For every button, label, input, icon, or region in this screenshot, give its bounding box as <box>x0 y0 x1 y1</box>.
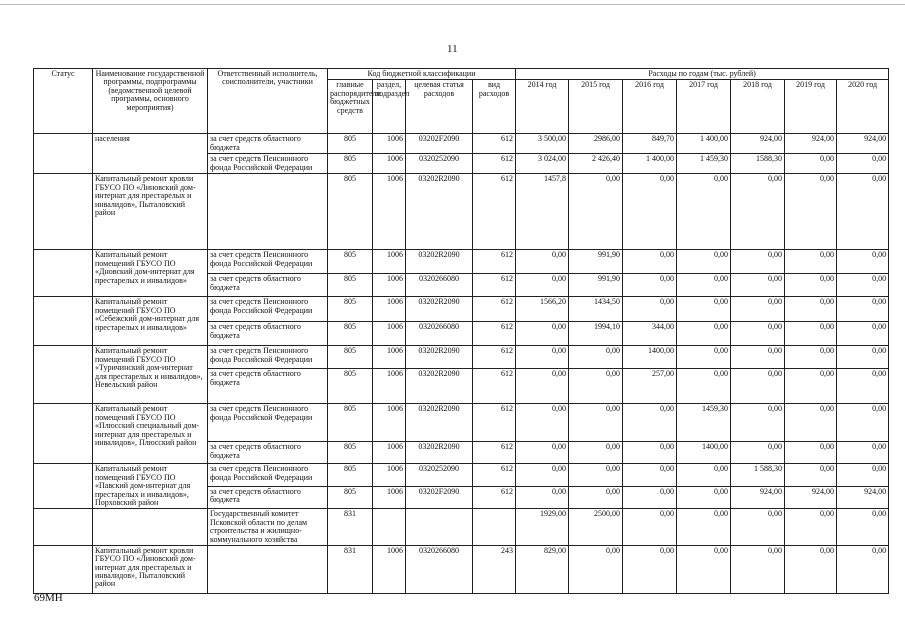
value-cell: 0,00 <box>785 274 837 297</box>
section-cell: 1006 <box>373 346 406 369</box>
value-cell: 0,00 <box>623 464 677 486</box>
value-cell: 0,00 <box>731 174 785 250</box>
value-cell: 924,00 <box>837 486 889 508</box>
grbs-cell: 805 <box>328 404 373 442</box>
value-cell: 0,00 <box>677 174 731 250</box>
value-cell: 0,00 <box>837 322 889 346</box>
value-cell: 0,00 <box>677 346 731 369</box>
value-cell: 0,00 <box>731 322 785 346</box>
value-cell: 1566,20 <box>516 297 569 322</box>
value-cell: 1400,00 <box>623 346 677 369</box>
program-name-cell: Капитальный ремонт помещений ГБУСО ПО «Себежский дом-интернат для престарелых и инвалидов» <box>93 297 208 346</box>
type-cell: 612 <box>473 297 516 322</box>
type-cell: 612 <box>473 346 516 369</box>
program-name-cell: Капитальный ремонт помещений ГБУСО ПО «Туричинский дом-интернат для престарелых и инвалидов», Невельский район <box>93 346 208 404</box>
value-cell: 924,00 <box>731 134 785 154</box>
value-cell: 2 426,40 <box>569 154 623 174</box>
value-cell: 0,00 <box>623 545 677 593</box>
value-cell: 0,00 <box>837 250 889 274</box>
executor-cell: за счет средств Пенсионного фонда Российской Федерации <box>208 297 328 322</box>
value-cell: 0,00 <box>731 250 785 274</box>
section-cell: 1006 <box>373 486 406 508</box>
value-cell: 0,00 <box>837 346 889 369</box>
section-cell: 1006 <box>373 174 406 250</box>
value-cell: 0,00 <box>837 369 889 404</box>
grbs-cell: 831 <box>328 545 373 593</box>
value-cell: 0,00 <box>785 404 837 442</box>
header-section: раздел, подраздел <box>373 80 406 134</box>
executor-cell: Государственный комитет Псковской области по делам строительства и жилищно-коммунального хозяйства <box>208 509 328 546</box>
target-cell: 03202R2090 <box>406 174 473 250</box>
value-cell: 2500,00 <box>569 509 623 546</box>
value-cell: 924,00 <box>731 486 785 508</box>
type-cell: 612 <box>473 174 516 250</box>
value-cell: 0,00 <box>677 322 731 346</box>
table-row <box>34 509 889 546</box>
value-cell: 0,00 <box>837 404 889 442</box>
program-name-cell: Капитальный ремонт помещений ГБУСО ПО «Плюсский специальный дом-интернат для престарелых и инвалидов», Плюсский район <box>93 404 208 464</box>
value-cell: 0,00 <box>785 250 837 274</box>
type-cell: 612 <box>473 442 516 464</box>
value-cell: 1400,00 <box>677 442 731 464</box>
section-cell: 1006 <box>373 404 406 442</box>
type-cell: 612 <box>473 369 516 404</box>
section-cell: 1006 <box>373 134 406 154</box>
type-cell: 612 <box>473 154 516 174</box>
value-cell: 1 400,00 <box>623 154 677 174</box>
value-cell: 0,00 <box>785 369 837 404</box>
value-cell: 0,00 <box>785 154 837 174</box>
section-cell: 1006 <box>373 322 406 346</box>
value-cell: 0,00 <box>569 369 623 404</box>
value-cell: 0,00 <box>677 274 731 297</box>
executor-cell: за счет средств областного бюджета <box>208 486 328 508</box>
value-cell: 0,00 <box>731 346 785 369</box>
table-row <box>34 404 889 442</box>
status-cell <box>34 509 93 546</box>
value-cell: 257,00 <box>623 369 677 404</box>
target-cell: 03202F2090 <box>406 486 473 508</box>
executor-cell: за счет средств Пенсионного фонда Российской Федерации <box>208 464 328 486</box>
program-name-cell <box>93 509 208 546</box>
header-status: Статус <box>34 69 93 134</box>
value-cell: 0,00 <box>516 322 569 346</box>
value-cell: 0,00 <box>569 464 623 486</box>
table-body <box>34 134 889 594</box>
grbs-cell: 805 <box>328 274 373 297</box>
value-cell: 0,00 <box>623 297 677 322</box>
status-cell <box>34 174 93 250</box>
status-cell <box>34 346 93 404</box>
target-cell: 0320266080 <box>406 274 473 297</box>
value-cell: 0,00 <box>516 346 569 369</box>
executor-cell: за счет средств областного бюджета <box>208 274 328 297</box>
value-cell: 0,00 <box>569 442 623 464</box>
executor-cell <box>208 174 328 250</box>
type-cell: 612 <box>473 404 516 442</box>
value-cell: 0,00 <box>677 486 731 508</box>
executor-cell: за счет средств областного бюджета <box>208 322 328 346</box>
grbs-cell: 805 <box>328 250 373 274</box>
section-cell: 1006 <box>373 369 406 404</box>
executor-cell: за счет средств Пенсионного фонда Российской Федерации <box>208 154 328 174</box>
value-cell: 0,00 <box>837 509 889 546</box>
grbs-cell: 805 <box>328 442 373 464</box>
target-cell: 03202R2090 <box>406 346 473 369</box>
value-cell: 0,00 <box>837 274 889 297</box>
target-cell: 03202R2090 <box>406 442 473 464</box>
grbs-cell: 805 <box>328 297 373 322</box>
value-cell: 991,90 <box>569 274 623 297</box>
page-number: 11 <box>447 43 458 55</box>
header-target: целевая статья расходов <box>406 80 473 134</box>
value-cell: 0,00 <box>785 297 837 322</box>
value-cell: 0,00 <box>731 369 785 404</box>
status-cell <box>34 545 93 593</box>
value-cell: 0,00 <box>731 545 785 593</box>
value-cell: 0,00 <box>623 509 677 546</box>
value-cell: 991,90 <box>569 250 623 274</box>
header-type: вид расходов <box>473 80 516 134</box>
value-cell: 0,00 <box>623 174 677 250</box>
value-cell: 0,00 <box>731 274 785 297</box>
type-cell: 612 <box>473 250 516 274</box>
value-cell: 924,00 <box>785 134 837 154</box>
program-name-cell: Капитальный ремонт кровли ГБУСО ПО «Линовский дом-интернат для престарелых и инвалидов», Пыталовский район <box>93 545 208 593</box>
value-cell: 0,00 <box>677 545 731 593</box>
value-cell: 0,00 <box>516 464 569 486</box>
type-cell: 612 <box>473 486 516 508</box>
value-cell: 0,00 <box>837 464 889 486</box>
grbs-cell: 805 <box>328 154 373 174</box>
value-cell: 0,00 <box>677 250 731 274</box>
status-cell <box>34 297 93 346</box>
table-row <box>34 545 889 593</box>
value-cell: 1434,50 <box>569 297 623 322</box>
value-cell: 0,00 <box>569 346 623 369</box>
value-cell: 0,00 <box>785 174 837 250</box>
value-cell: 0,00 <box>731 509 785 546</box>
value-cell: 0,00 <box>516 250 569 274</box>
value-cell: 0,00 <box>569 174 623 250</box>
target-cell: 03202R2090 <box>406 404 473 442</box>
type-cell: 612 <box>473 274 516 297</box>
value-cell: 0,00 <box>677 369 731 404</box>
value-cell: 1457,8 <box>516 174 569 250</box>
header-expenses: Расходы по годам (тыс. рублей) <box>516 69 889 80</box>
status-cell <box>34 404 93 464</box>
target-cell: 03202R2090 <box>406 297 473 322</box>
grbs-cell: 805 <box>328 486 373 508</box>
header-year-2020: 2020 год <box>837 80 889 134</box>
value-cell: 0,00 <box>785 509 837 546</box>
executor-cell: за счет средств областного бюджета <box>208 369 328 404</box>
table-row <box>34 134 889 154</box>
budget-table <box>33 68 889 594</box>
value-cell: 0,00 <box>516 486 569 508</box>
program-name-cell: населения <box>93 134 208 174</box>
value-cell: 0,00 <box>785 322 837 346</box>
header-year-2016: 2016 год <box>623 80 677 134</box>
value-cell: 0,00 <box>731 297 785 322</box>
value-cell: 0,00 <box>516 442 569 464</box>
type-cell: 612 <box>473 134 516 154</box>
grbs-cell: 805 <box>328 174 373 250</box>
value-cell: 0,00 <box>785 464 837 486</box>
value-cell: 0,00 <box>677 297 731 322</box>
target-cell: 0320266080 <box>406 322 473 346</box>
value-cell: 0,00 <box>623 250 677 274</box>
target-cell <box>406 509 473 546</box>
value-cell: 829,00 <box>516 545 569 593</box>
header-year-2014: 2014 год <box>516 80 569 134</box>
section-cell: 1006 <box>373 274 406 297</box>
value-cell: 2986,00 <box>569 134 623 154</box>
executor-cell: за счет средств Пенсионного фонда Российской Федерации <box>208 250 328 274</box>
type-cell: 243 <box>473 545 516 593</box>
target-cell: 03202R2090 <box>406 369 473 404</box>
table-row <box>34 174 889 250</box>
value-cell: 0,00 <box>677 464 731 486</box>
target-cell: 0320266080 <box>406 545 473 593</box>
target-cell: 0320252090 <box>406 464 473 486</box>
value-cell: 0,00 <box>837 297 889 322</box>
executor-cell: за счет средств Пенсионного фонда Российской Федерации <box>208 404 328 442</box>
value-cell: 0,00 <box>837 442 889 464</box>
value-cell: 0,00 <box>837 545 889 593</box>
grbs-cell: 805 <box>328 346 373 369</box>
target-cell: 03202R2090 <box>406 250 473 274</box>
value-cell: 0,00 <box>785 442 837 464</box>
executor-cell: за счет средств Пенсионного фонда Российской Федерации <box>208 346 328 369</box>
target-cell: 03202F2090 <box>406 134 473 154</box>
value-cell: 0,00 <box>837 174 889 250</box>
program-name-cell: Капитальный ремонт помещений ГБУСО ПО «Дновский дом-интернат для престарелых и инвалидов» <box>93 250 208 297</box>
value-cell: 1588,30 <box>731 154 785 174</box>
header-year-2015: 2015 год <box>569 80 623 134</box>
table-row <box>34 297 889 322</box>
value-cell: 1 588,30 <box>731 464 785 486</box>
table-row <box>34 346 889 369</box>
program-name-cell: Капитальный ремонт кровли ГБУСО ПО «Линовский дом-интернат для престарелых и инвалидов», Пыталовский район <box>93 174 208 250</box>
grbs-cell: 805 <box>328 464 373 486</box>
section-cell: 1006 <box>373 154 406 174</box>
value-cell: 0,00 <box>731 404 785 442</box>
grbs-cell: 805 <box>328 322 373 346</box>
value-cell: 3 500,00 <box>516 134 569 154</box>
value-cell: 1 400,00 <box>677 134 731 154</box>
value-cell: 0,00 <box>623 486 677 508</box>
header-name: Наименование государственной программы, подпрограммы (ведомственной целевой программы, основного мероприятия) <box>93 69 208 134</box>
type-cell: 612 <box>473 464 516 486</box>
page-top-rule <box>0 4 905 5</box>
grbs-cell: 805 <box>328 134 373 154</box>
status-cell <box>34 134 93 174</box>
value-cell: 0,00 <box>516 369 569 404</box>
table-row <box>34 250 889 274</box>
value-cell: 0,00 <box>785 545 837 593</box>
status-cell <box>34 250 93 297</box>
executor-cell <box>208 545 328 593</box>
header-grbs: главные распорядители бюджетных средств <box>328 80 373 134</box>
header-year-2019: 2019 год <box>785 80 837 134</box>
value-cell: 849,70 <box>623 134 677 154</box>
section-cell: 1006 <box>373 545 406 593</box>
table-row <box>34 464 889 486</box>
header-row-1 <box>34 69 889 80</box>
value-cell: 0,00 <box>516 274 569 297</box>
header-budget-code: Код бюджетной классификации <box>328 69 516 80</box>
value-cell: 0,00 <box>623 404 677 442</box>
executor-cell: за счет средств областного бюджета <box>208 442 328 464</box>
grbs-cell: 831 <box>328 509 373 546</box>
value-cell: 0,00 <box>516 404 569 442</box>
value-cell: 0,00 <box>785 346 837 369</box>
type-cell <box>473 509 516 546</box>
program-name-cell: Капитальный ремонт помещений ГБУСО ПО «Павский дом-интернат для престарелых и инвалидов», Порховский район <box>93 464 208 509</box>
section-cell: 1006 <box>373 464 406 486</box>
value-cell: 0,00 <box>623 442 677 464</box>
value-cell: 3 024,00 <box>516 154 569 174</box>
value-cell: 0,00 <box>837 154 889 174</box>
header-year-2018: 2018 год <box>731 80 785 134</box>
value-cell: 924,00 <box>785 486 837 508</box>
header-executor: Ответственный исполнитель, соисполнители, участники <box>208 69 328 134</box>
value-cell: 0,00 <box>569 545 623 593</box>
value-cell: 1459,30 <box>677 404 731 442</box>
value-cell: 0,00 <box>569 404 623 442</box>
value-cell: 1994,10 <box>569 322 623 346</box>
value-cell: 0,00 <box>731 442 785 464</box>
value-cell: 1929,00 <box>516 509 569 546</box>
executor-cell: за счет средств областного бюджета <box>208 134 328 154</box>
value-cell: 1 459,30 <box>677 154 731 174</box>
value-cell: 924,00 <box>837 134 889 154</box>
section-cell <box>373 509 406 546</box>
value-cell: 344,00 <box>623 322 677 346</box>
section-cell: 1006 <box>373 442 406 464</box>
header-year-2017: 2017 год <box>677 80 731 134</box>
section-cell: 1006 <box>373 250 406 274</box>
target-cell: 0320252090 <box>406 154 473 174</box>
value-cell: 0,00 <box>569 486 623 508</box>
footer-code: 69МН <box>34 592 63 604</box>
value-cell: 0,00 <box>623 274 677 297</box>
type-cell: 612 <box>473 322 516 346</box>
status-cell <box>34 464 93 509</box>
section-cell: 1006 <box>373 297 406 322</box>
grbs-cell: 805 <box>328 369 373 404</box>
value-cell: 0,00 <box>677 509 731 546</box>
